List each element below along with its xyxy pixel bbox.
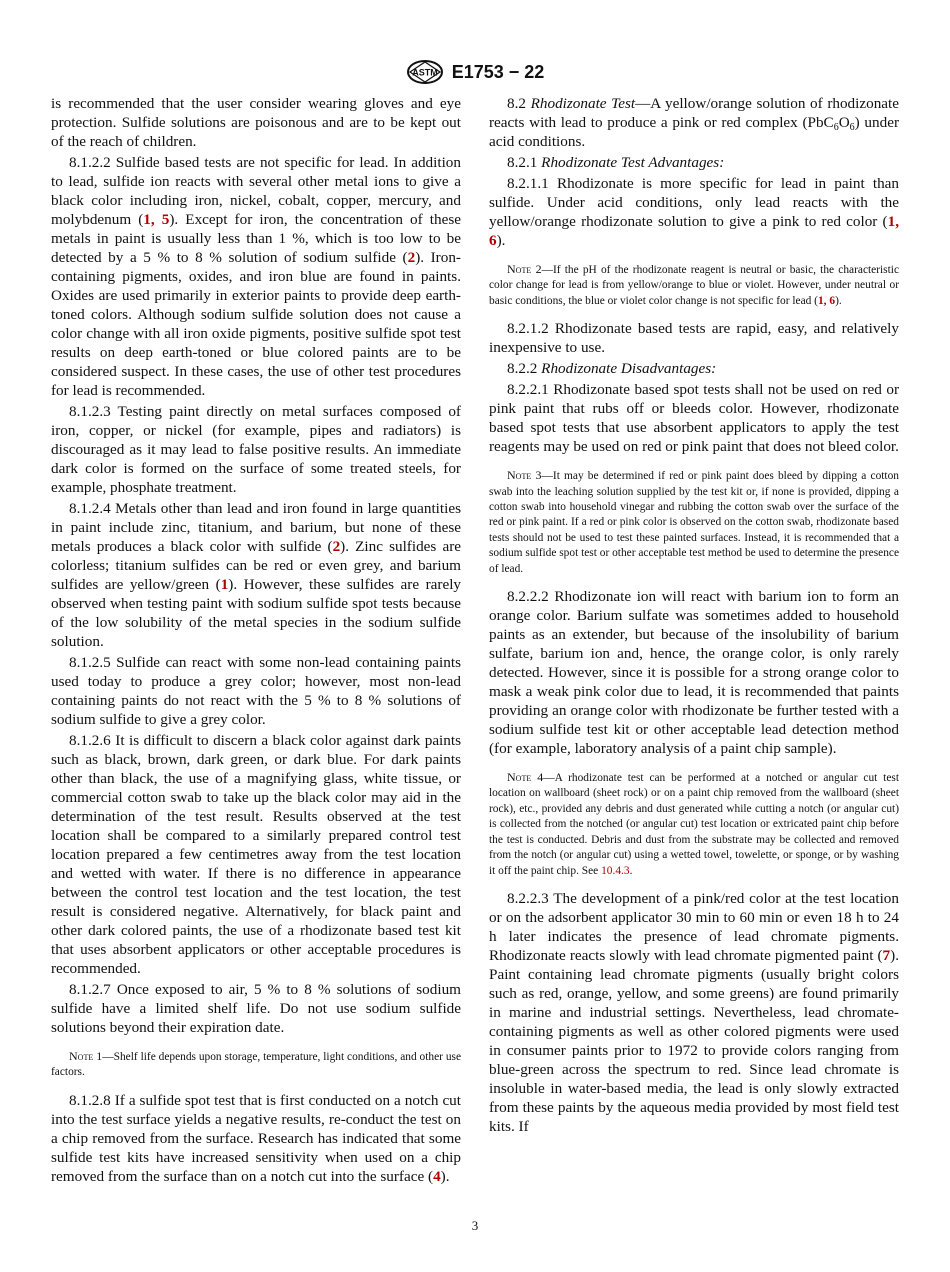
note-2: Note 2—If the pH of the rhodizonate reagent is neutral or basic, the characteristic color change for lead is from yellow/orange to blue or violet. However, under neutral or basic conditions, the blue or violet color change is not specific for lead (1, 6). [489, 262, 900, 307]
section-8-1-2-6: 8.1.2.6 It is difficult to discern a black color against dark paints such as black, brown, dark green, or dark blue. For dark paints other than black, the use of a magnifying glass, white tissue, or commercial cotton swab to take up the black color may aid in the determination of the test result. Results observed at the test location shall be compared to a similarly prepared control test location prepared a few centimetres away from the test location and wetted with water. If there is no difference in appearance between the control test location and the test location, the test result is considered negative. Alternatively, for black paint and other dark colored paints, the use of a rhodizonate based test kit that uses absorbent applicators or other acceptable procedures is recommended. [51, 732, 461, 977]
note-label: Note 2 [507, 262, 542, 276]
section-8-1-2-2: 8.1.2.2 Sulfide based tests are not specific for lead. In addition to lead, sulfide ion reacts with several other metal ions to give a black color including iron, nickel, cobalt, copper, mercury, and molybdenum (1, 5). Except for iron, the concentration of these metals in paint is usually less than 1 %, which is too low to be detected by a 5 % to 8 % solution of sodium sulfide (2). Iron-containing pigments, oxides, and iron blue are found in paints. Oxides are used primarily in exterior paints to provide deep earth-toned colors. Although sodium sulfide solution does not cause a color change with all iron oxide pigments, positive sulfide spot test results on deep earth-toned or blue colored paints are to be considered suspect. In these cases, the use of other test procedures for lead is recommended. [51, 154, 461, 399]
note-label: Note 1 [69, 1049, 103, 1063]
section-8-2-2-3: 8.2.2.3 The development of a pink/red color at the test location or on the adsorbent applicator 30 min to 60 min or even 18 h to 24 h later indicates the presence of lead chromate pigments. Rhodizonate reacts slowly with lead chromate pigmented paint (7). Paint containing lead chromate pigments (usually bright colors such as red, orange, yellow, and some greens) are found primarily in marine and industrial settings. Nevertheless, lead chromate-containing pigments as well as other colored pigments were used in consumer paints prior to 1972 to provide colors ranging from blue-green across the spectrum to red. Since lead chromate is insoluble in water-based media, the lead is only slowly extracted from these paints by the aqueous media provided by most field test kits. If [489, 889, 899, 1135]
section-8-1-2-7: 8.1.2.7 Once exposed to air, 5 % to 8 % solutions of sodium sulfide have a limited shelf life. Do not use sodium sulfide solutions beyond their expiration date. [51, 981, 461, 1036]
note-3: Note 3—It may be determined if red or pink paint does bleed by dipping a cotton swab into the leaching solution supplied by the test kit or, if none is provided, dipping a cotton swab into household vinegar and rubbing the cotton swab over the surface of the red or pink paint. If a red or pink color is observed on the cotton swab, rhodizonate based tests should not be used to test these painted surfaces. Instead, it is recommended that a sodium sulfide spot test or other acceptable test method be used to determine the presence of lead. [489, 468, 899, 575]
page-header [0, 58, 950, 86]
section-8-2-1: 8.2.1 Rhodizonate Test Advantages: [507, 154, 725, 171]
note-label: Note 3 [507, 468, 542, 483]
document-designation: E1753 − 22 [451, 61, 545, 82]
astm-logo-icon [406, 59, 444, 85]
reference-link[interactable]: 4 [433, 1167, 441, 1185]
note-1: Note 1—Shelf life depends upon storage, temperature, light conditions, and other use factors. [51, 1049, 462, 1079]
section-8-1-2-3: 8.1.2.3 Testing paint directly on metal surfaces composed of iron, copper, or nickel (for example, pipes and radiators) is discouraged as it may lead to false positive results. An immediate dark color is formed on the surface of some treated steels, for example, phosphate treatment. [51, 403, 461, 496]
reference-link[interactable]: 1, 6 [817, 294, 836, 307]
reference-link[interactable]: 1, 6 [489, 213, 899, 249]
note-label: Note 4 [507, 770, 544, 785]
section-8-1-2-4: 8.1.2.4 Metals other than lead and iron found in large quantities in paint include zinc, titanium, and barium, but none of these metals produces a black color with sulfide (2). Zinc sulfides are colorless; titanium sulfides can be red or even grey, and barium sulfides are yellow/green (1). However, these sulfides are rarely observed when testing paint with sodium sulfide spot tests because of the low solubility of the metal species in the sodium sulfide solution. [51, 500, 462, 650]
right-column [489, 94, 899, 1138]
page-number: 3 [471, 1218, 479, 1233]
reference-link[interactable]: 7 [882, 946, 891, 964]
svg-text:ASTM: ASTM [411, 67, 438, 78]
section-8-2-1-1: 8.2.1.1 Rhodizonate is more specific for lead in paint than sulfide. Under acid conditions, only lead reacts with the yellow/orange rhodizonate solution to give a pink to red color (1, 6). [489, 175, 899, 249]
left-column [51, 94, 461, 1188]
section-link[interactable]: 10.4.3 [601, 864, 630, 877]
section-8-2-1-2: 8.2.1.2 Rhodizonate based tests are rapid, easy, and relatively inexpensive to use. [489, 320, 899, 357]
section-8-2: 8.2 Rhodizonate Test—A yellow/orange solution of rhodizonate reacts with lead to produce a pink or red complex $(PbC_6O_6)$ under acid conditions. [489, 95, 900, 150]
paragraph-continued: is recommended that the user consider wearing gloves and eye protection. Sulfide solutions are poisonous and are to be kept out of the reach of children. [51, 95, 461, 150]
reference-link[interactable]: 2 [407, 249, 416, 266]
reference-link[interactable]: 2 [332, 538, 341, 555]
section-8-2-2: 8.2.2 Rhodizonate Disadvantages: [507, 360, 717, 378]
section-8-1-2-5: 8.1.2.5 Sulfide can react with some non-lead containing paints used today to produce a grey color; however, most non-lead containing paints do not react with the 5 % to 8 % solutions of sodium sulfide to give a grey color. [51, 654, 461, 728]
note-4: Note 4—A rhodizonate test can be performed at a notched or angular cut test location on wallboard (sheet rock) or on a paint chip removed from the wallboard (sheet rock), etc., provided any debris and dust generated while cutting a notch (or angular cut) is collected from the notched (or angular cut) test location or extricated paint chip before the test is conducted. Debris and dust from the substrate may be collected and removed from the notch (or angular cut) using a wetted towel, towelette, or sponge, or by washing it off the paint chip. See 10.4.3. [489, 770, 900, 877]
section-8-1-2-8: 8.1.2.8 If a sulfide spot test that is first conducted on a notch cut into the test surface yields a negative results, re-conduct the test on a chip removed from the surface. Research has indicated that some sulfide test kits have increased sensitivity when used on a chip removed from the surface than on a notch cut into the surface (4). [51, 1091, 461, 1185]
reference-link[interactable]: 1, 5 [143, 211, 170, 228]
section-8-2-2-2: 8.2.2.2 Rhodizonate ion will react with barium ion to form an orange color. Barium sulfate was sometimes added to household paints as an extender, but because of the insolubility of barium sulfate, barium ion and, hence, the orange color, is only rarely detected. However, since it is possible for a strong orange color to mask a weak pink color due to lead, it is recommended that paints providing an orange color with rhodizonate be further tested with a sodium sulfide test kit or other acceptable lead detection method (for example, laboratory analysis of a paint chip sample). [489, 588, 899, 758]
section-8-2-2-1: 8.2.2.1 Rhodizonate based spot tests shall not be used on red or pink paint that rubs off or bleeds color. However, rhodizonate based spot tests that use absorbent applicators to apply the test reagents may be used on red or pink paint that does not bleed color. [489, 381, 899, 456]
reference-link[interactable]: 1 [220, 576, 229, 593]
